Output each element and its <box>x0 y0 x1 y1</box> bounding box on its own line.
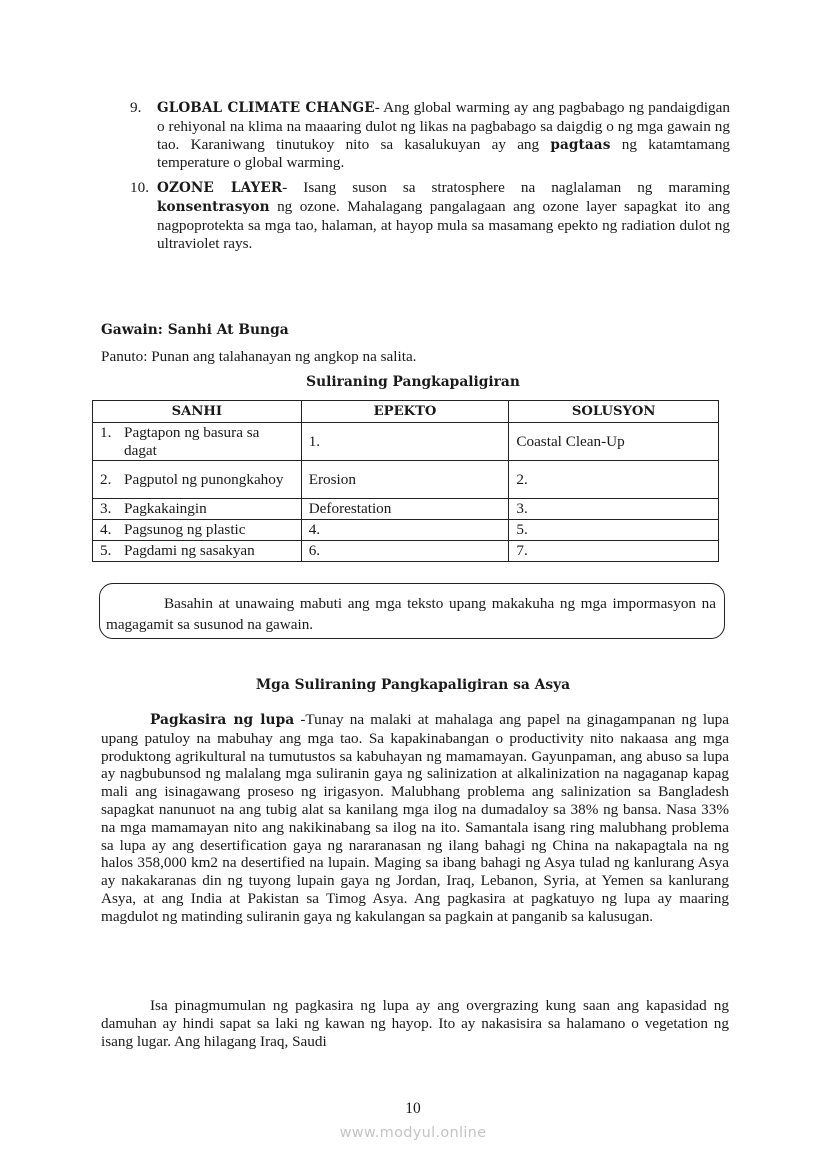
cell-epekto: 1. <box>301 423 509 461</box>
table-row <box>93 499 719 520</box>
cell-sanhi <box>93 541 302 562</box>
notice-text: Basahin at unawaing mabuti ang mga teksto upang makakuha ng mga impormasyon na magagamit sa susunod na gawain. <box>106 595 716 633</box>
cell-sanhi <box>93 499 302 520</box>
definition-number: 9. <box>130 99 142 116</box>
cell-epekto: Deforestation <box>301 499 509 520</box>
section-title: Mga Suliraning Pangkapaligiran sa Asya <box>255 677 571 693</box>
cell-solusyon: 7. <box>509 541 719 562</box>
row-number: 2. <box>100 470 112 488</box>
emphasis-word: konsentrasyon <box>157 198 270 215</box>
cell-sanhi <box>93 423 302 461</box>
row-number: 3. <box>100 500 112 518</box>
table-row <box>93 520 719 541</box>
reading-paragraph-2: Isa pinagmumulan ng pagkasira ng lupa ay ang overgrazing kung saan ang kapasidad ng damuhan ay hindi sapat sa laki ng kawan ng hayop. Ito ay nakasisira sa halamano o vegetation ng isang lugar. Ang hilagang Iraq, Saudi <box>101 997 729 1050</box>
column-header-sanhi: SANHI <box>93 401 302 423</box>
definitions-list <box>130 99 730 252</box>
definition-term: GLOBAL CLIMATE CHANGE <box>157 100 375 116</box>
emphasis-word: pagtaas <box>550 136 611 153</box>
cell-solusyon: 3. <box>509 499 719 520</box>
definition-item-9: 9. GLOBAL CLIMATE CHANGE- Ang global warming ay ang pagbabago ng pandaigdigan o rehiyonal na klima na maaaring dulot ng likas na pagbabago sa daigdig o ng mga gawain ng tao. Karaniwang tinutukoy nito sa kasalukuyan ay ang pagtaas ng katamtamang temperature o global warming. <box>130 99 731 172</box>
sanhi-text: Pagtapon ng basura sa dagat <box>124 424 260 459</box>
cell-epekto: 6. <box>301 541 509 562</box>
page-number: 10 <box>405 1100 421 1117</box>
paragraph-lead: Pagkasira ng lupa <box>150 712 295 728</box>
sanhi-text: Pagkakaingin <box>124 500 207 518</box>
table-row <box>93 423 719 461</box>
table-title: Suliraning Pangkapaligiran <box>306 374 520 390</box>
cell-sanhi <box>93 520 302 541</box>
table-header-row <box>93 401 719 423</box>
cell-solusyon: Coastal Clean-Up <box>509 423 719 461</box>
cell-epekto: Erosion <box>301 461 509 499</box>
row-number: 4. <box>100 521 112 539</box>
cell-solusyon: 5. <box>509 520 719 541</box>
watermark: www.modyul.online <box>339 1125 487 1141</box>
reading-paragraph-1: Pagkasira ng lupa -Tunay na malaki at mahalaga ang papel na ginagampanan ng lupa upang patuloy na mabuhay ang mga tao. Sa kapakinabangan o productivity nito nakaasa ang mga produktong agrikultural na tumutustos sa kabuhayan ng mamamayan. Gayunpaman, ang abuso sa lupa ay nagbubunsod ng malalang mga suliranin gaya ng salinization at alkalinization na nagaganap kapag mali ang isinagawang proseso ng irigasyon. Malubhang problema ang salinization sa Bangladesh sapagkat nanunuot na ang tubig alat sa kanilang mga ilog na dumadaloy sa 38% ng bansa. Nasa 33% na mga mamamayan nito ang nakikinabang sa ilog na ito. Samantala isang ring malubhang problema sa lupa ay ang desertification gaya ng nararanasan ng ilang bahagi ng China na nakapagtala na ng halos 358,000 km2 na desertified na lupain. Maging sa ibang bahagi ng Asya tulad ng kanlurang Asya ay nakakaranas din ng tuyong lupain gaya ng Jordan, Iraq, Lebanon, Syria, at Yemen sa kanlurang Asya, at ang India at Pakistan sa Timog Asya. Ang pagkasira at pagkatuyo ng lupa ay maaring magdulot ng matinding suliranin gaya ng kakulangan sa pagkain at panganib sa kalusugan. <box>101 711 730 925</box>
row-number: 5. <box>100 542 112 560</box>
cause-effect-table <box>92 400 719 562</box>
activity-instruction: Panuto: Punan ang talahanayan ng angkop na salita. <box>101 348 417 365</box>
definition-term: OZONE LAYER <box>157 180 283 197</box>
definition-item-10: 10. OZONE LAYER- Isang suson sa stratosphere na naglalaman ng maraming konsentrasyon ng ozone. Mahalagang pangalagaan ang ozone layer sapagkat ito ang nagpoprotekta sa mga tao, halaman, at hayop mula sa masamang epekto ng radiation dulot ng ultraviolet rays. <box>130 179 730 252</box>
activity-title: Gawain: Sanhi At Bunga <box>101 322 289 338</box>
sanhi-text: Pagdami ng sasakyan <box>124 542 255 560</box>
column-header-solusyon: SOLUSYON <box>509 401 719 423</box>
cell-sanhi <box>93 461 302 499</box>
cell-solusyon: 2. <box>509 461 719 499</box>
reading-notice-box <box>99 583 725 639</box>
definition-number: 10. <box>130 179 149 197</box>
column-header-epekto: EPEKTO <box>301 401 509 423</box>
sanhi-text: Pagputol ng punongkahoy <box>124 470 284 488</box>
table-row <box>93 541 719 562</box>
cell-epekto: 4. <box>301 520 509 541</box>
row-number: 1. <box>100 424 112 441</box>
table-row <box>93 461 719 499</box>
sanhi-text: Pagsunog ng plastic <box>124 521 246 539</box>
